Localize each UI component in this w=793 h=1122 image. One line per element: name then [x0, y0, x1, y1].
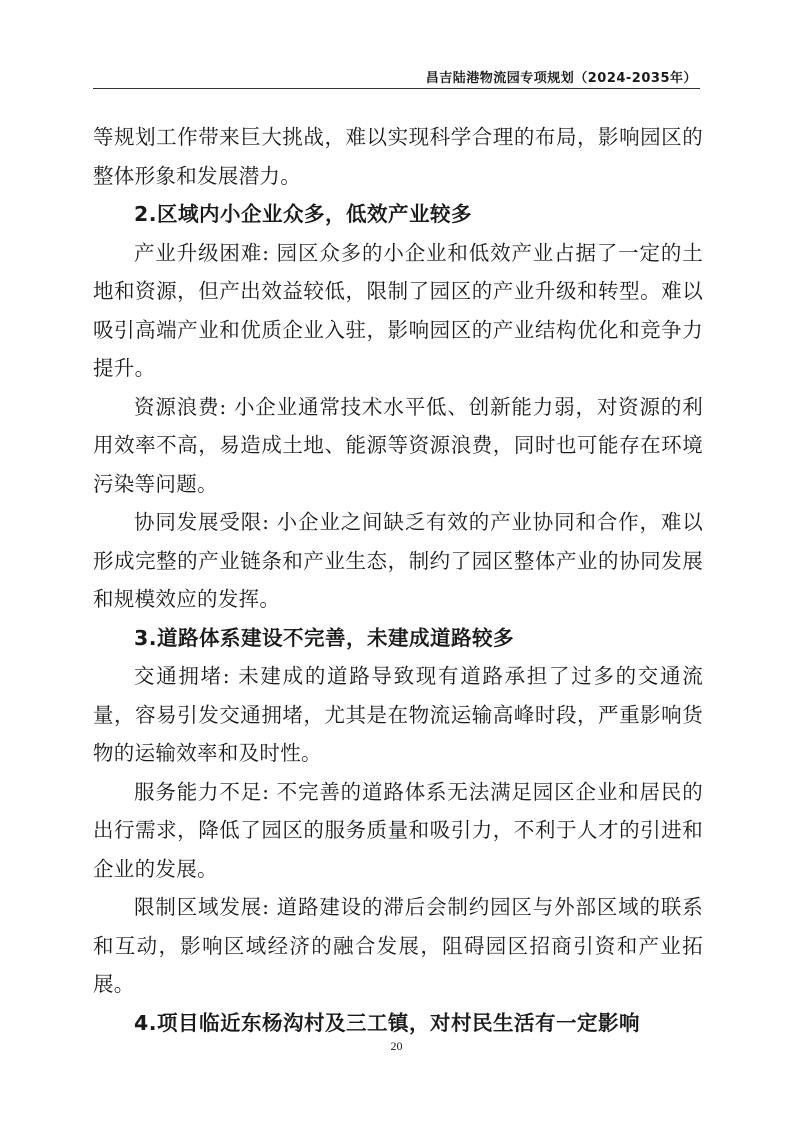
section-heading-3: 3.道路体系建设不完善，未建成道路较多: [134, 625, 515, 650]
page-number: 20: [390, 1039, 403, 1053]
paragraph-coordination-limited: 协同发展受限: 小企业之间缺乏有效的产业协同和合作，难以形成完整的产业链条和产业生态，制约了园区整体产业的协同发展和规模效应的发挥。: [93, 510, 703, 611]
document-header-title: 昌吉陆港物流园专项规划（2024-2035年）: [425, 71, 697, 86]
paragraph-industry-upgrade: 产业升级困难: 园区众多的小企业和低效产业占据了一定的土地和资源，但产出效益较低，限制了园区的产业升级和转型。难以吸引高端产业和优质企业入驻，影响园区的产业结构优化和竞争力提升。: [93, 240, 703, 380]
document-body: [93, 118, 703, 1042]
paragraph-regional-development: 限制区域发展: 道路建设的滞后会制约园区与外部区域的联系和互动，影响区域经济的融合发展，阻碍园区招商引资和产业拓展。: [93, 895, 703, 996]
paragraph-resource-waste: 资源浪费: 小企业通常技术水平低、创新能力弱，对资源的利用效率不高，易造成土地、能源等资源浪费，同时也可能存在环境污染等问题。: [93, 394, 703, 496]
paragraph-service-capacity: 服务能力不足: 不完善的道路体系无法满足园区企业和居民的出行需求，降低了园区的服务质量和吸引力，不利于人才的引进和企业的发展。: [93, 779, 703, 881]
section-heading-4: 4.项目临近东杨沟村及三工镇，对村民生活有一定影响: [134, 1010, 641, 1035]
paragraph-traffic-congestion: 交通拥堵: 未建成的道路导致现有道路承担了过多的交通流量，容易引发交通拥堵，尤其是在物流运输高峰时段，严重影响货物的运输效率和及时性。: [93, 664, 703, 765]
header-divider: [93, 88, 700, 89]
section-heading-2: 2.区域内小企业众多，低效产业较多: [134, 202, 473, 226]
paragraph-continuation: 等规划工作带来巨大挑战，难以实现科学合理的布局，影响园区的整体形象和发展潜力。: [93, 125, 703, 188]
